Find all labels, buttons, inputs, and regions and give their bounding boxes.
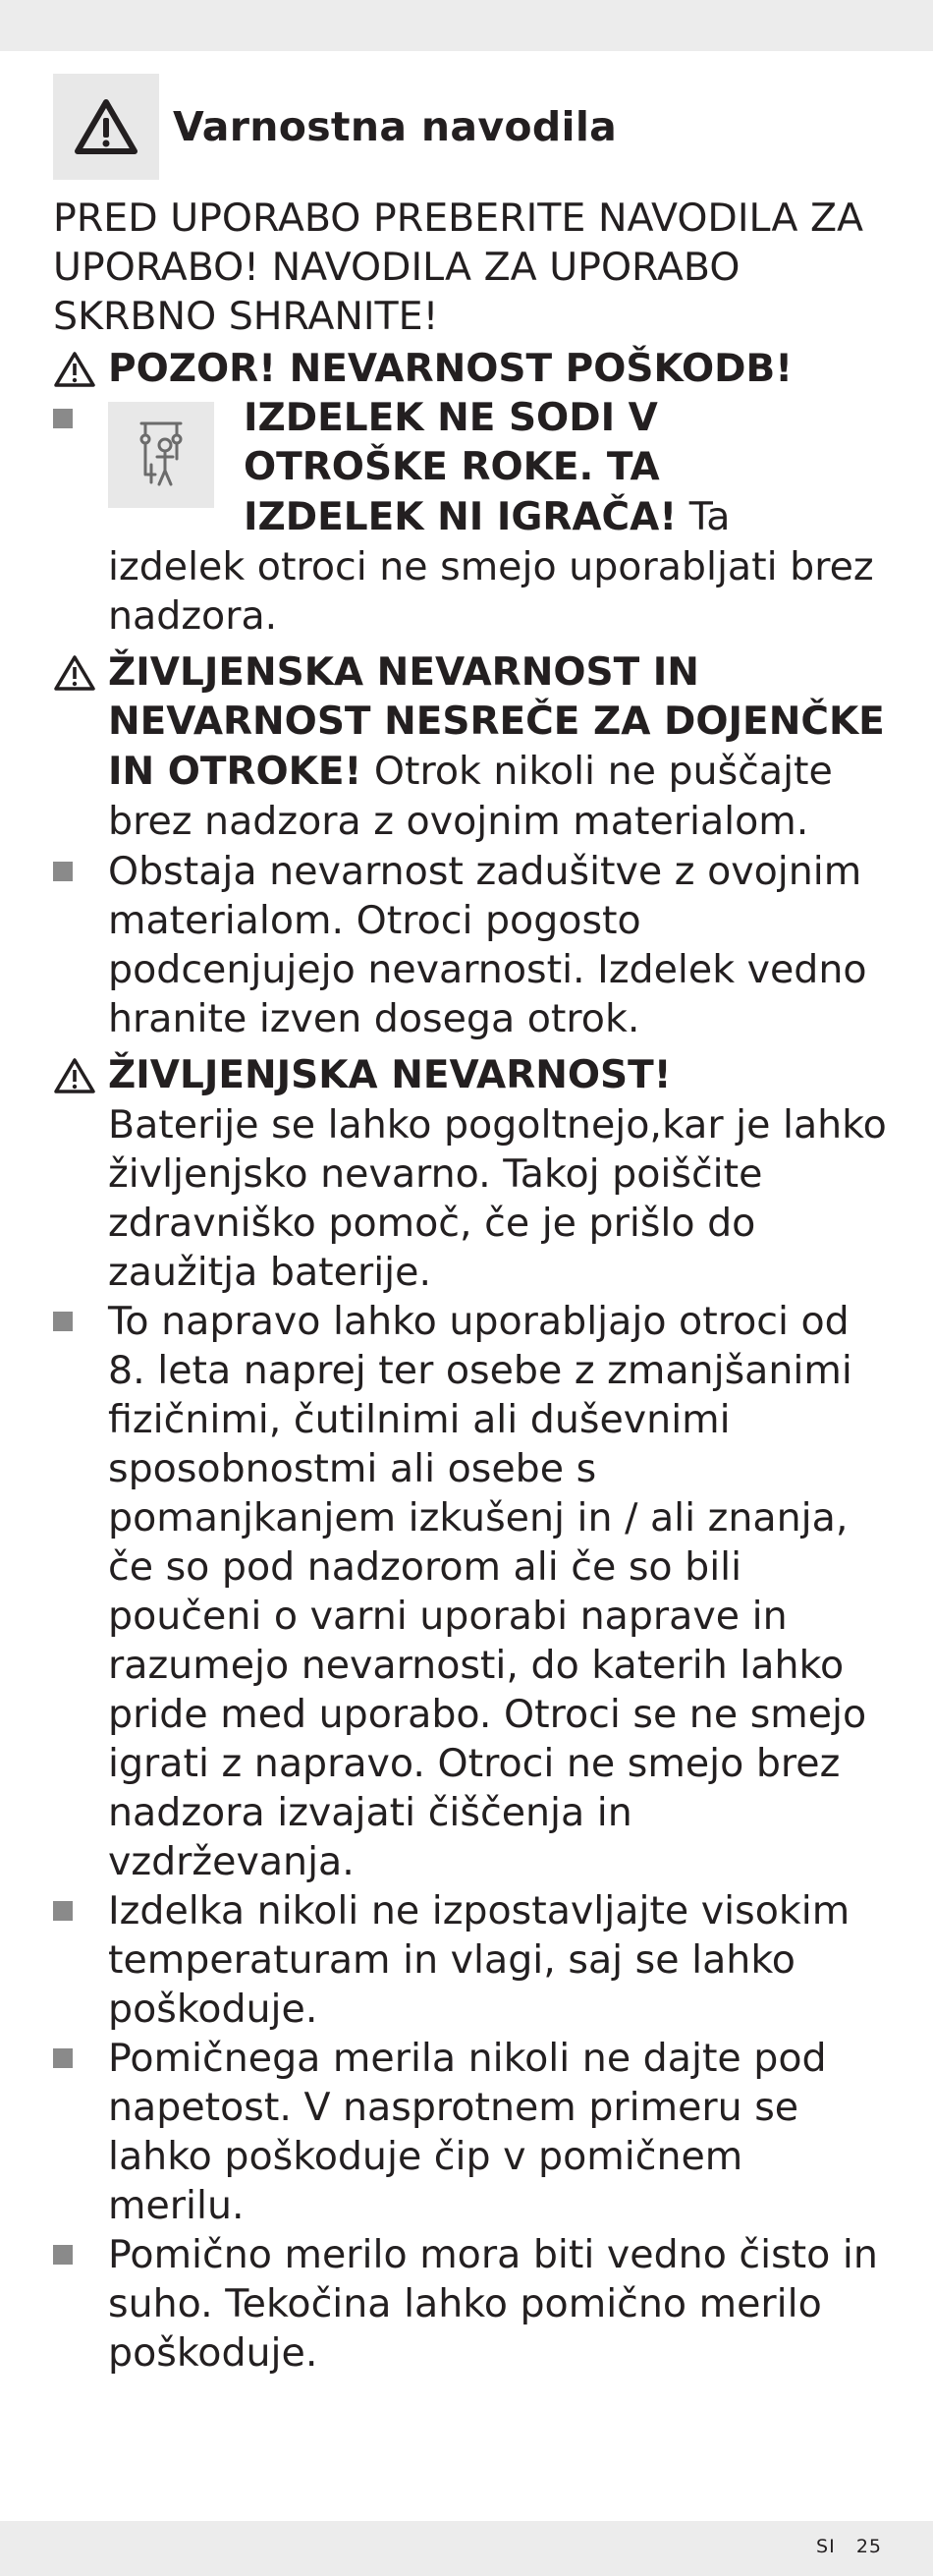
list-item-text: To napravo lahko uporabljajo otroci od 8. leta naprej ter osebe z zmanjšanimi fizičnimi, čutilnimi ali duševnimi sposobnostmi ali osebe s pomanjkanjem izkušenj in / ali znanja, če so pod nadzorom ali če so bili poučeni o varni uporabi naprave in razumejo nevarnosti, do katerih lahko pride med uporabo. Otroci se ne smejo igrati z napravo. Otroci ne smejo brez nadzora izvajati čiščenja in vzdrževanja.	[108, 1299, 867, 1884]
list-item	[53, 394, 888, 641]
section-title: Varnostna navodila	[173, 103, 618, 150]
child-warning-line-1: IZDELEK NE SODI V	[244, 396, 658, 440]
child-warning-tail: Ta	[677, 494, 731, 539]
warning-icon	[53, 1051, 108, 1100]
warning-battery-title: ŽIVLJENJSKA NEVARNOST!	[108, 1053, 672, 1097]
bullet-square-icon	[53, 394, 108, 443]
warning-icon	[53, 345, 108, 394]
child-warning-line-2: OTROŠKE ROKE. TA	[244, 445, 660, 489]
warning-icon	[53, 648, 108, 698]
list-item-text: Obstaja nevarnost zadušitve z ovojnim materialom. Otroci pogosto podcenjujejo nevarnosti. Izdelek vedno hranite izven dosega otrok.	[108, 849, 867, 1041]
warning-triangle-icon	[53, 74, 159, 180]
page-footer	[816, 2536, 882, 2557]
list-item-text: Pomično merilo mora biti vedno čisto in suho. Tekočina lahko pomično merilo poškoduje.	[108, 2232, 878, 2376]
bullet-square-icon	[53, 2230, 108, 2279]
warning-battery-text: Baterije se lahko pogoltnejo,kar je lahko življenjsko nevarno. Takoj poiščite zdravniško pomoč, če je prišlo do zaužitja baterije.	[108, 1102, 887, 1295]
bullet-square-icon	[53, 2034, 108, 2083]
bullet-square-icon	[53, 1297, 108, 1346]
safety-section	[53, 74, 888, 2378]
list-item	[53, 1297, 888, 1886]
list-item	[53, 1886, 888, 2034]
intro-text: PRED UPORABO PREBERITE NAVODILA ZA UPORABO! NAVODILA ZA UPORABO SKRBNO SHRANITE!	[53, 196, 864, 339]
section-heading	[53, 74, 888, 180]
bottom-bar	[0, 2521, 933, 2576]
list-item	[53, 2034, 888, 2230]
warning-injury	[53, 345, 888, 394]
warning-battery	[53, 1051, 888, 1100]
language-code: SI	[816, 2536, 836, 2557]
warning-choking-text: Otrok nikoli ne puščajte brez nadzora z ovojnim materialom.	[108, 749, 833, 844]
warning-choking-title: ŽIVLJENSKA NEVARNOST IN NEVARNOST NESREČE ZA DOJENČKE IN OTROKE!	[108, 650, 885, 794]
warning-choking	[53, 648, 888, 847]
list-item-text: Pomičnega merila nikoli ne dajte pod napetost. V nasprotnem primeru se lahko poškoduje čip v pomičnem merilu.	[108, 2036, 827, 2228]
list-item	[53, 2230, 888, 2378]
top-bar	[0, 0, 933, 51]
warning-injury-title: POZOR! NEVARNOST POŠKODB!	[108, 347, 793, 391]
list-item-text: Izdelka nikoli ne izpostavljajte visokim temperaturam in vlagi, saj se lahko poškoduje.	[108, 1888, 851, 2032]
child-warning-line-3: IZDELEK NI IGRAČA!	[244, 495, 678, 539]
child-hazard-icon	[108, 402, 214, 508]
bullet-square-icon	[53, 847, 108, 896]
list-item	[53, 847, 888, 1043]
bullet-square-icon	[53, 1886, 108, 1935]
page-number: 25	[855, 2536, 882, 2557]
child-warning-rest: izdelek otroci ne smejo uporabljati brez nadzora.	[108, 544, 874, 639]
